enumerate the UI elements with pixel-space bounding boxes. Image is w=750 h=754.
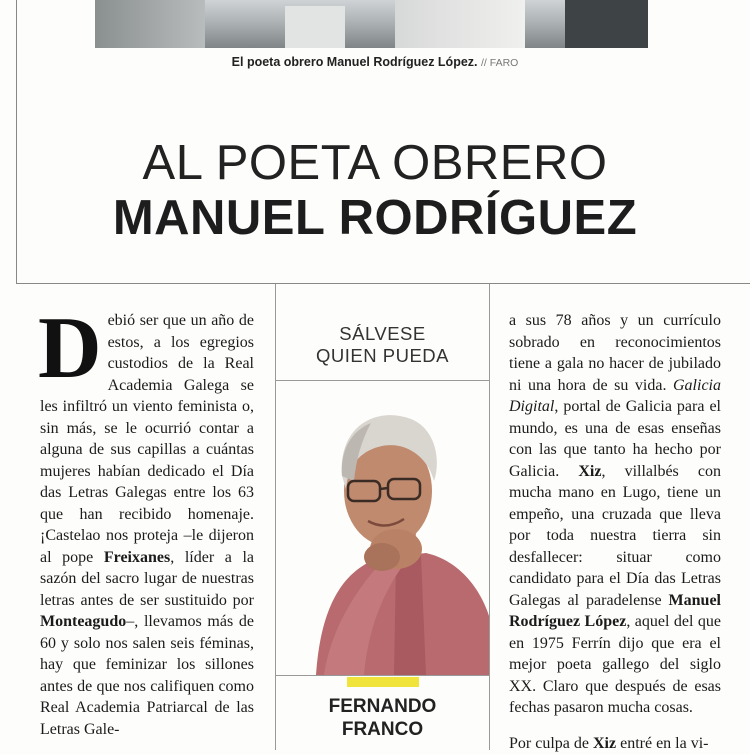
col3-bold-2: Manuel Rodríguez López [509, 591, 721, 630]
col3-text-3: , villalbés con mucha mano en Lugo, tiene un empeño, una cruzada que lleva por toda nuestra tierra sin desfallecer: situar como candidato para el Día das Letras Galegas al paradelense [509, 462, 721, 609]
author-portrait-drawing [276, 381, 489, 675]
headline-line-1: AL POETA OBRERO [142, 136, 608, 190]
col3-italic-1: Galicia Digital [509, 376, 721, 415]
col1-bold-2: Monteagudo [40, 613, 127, 630]
section-heading [276, 323, 489, 367]
article-column-1 [38, 300, 254, 740]
author-first-name: FERNANDO [328, 696, 437, 717]
col1-text-2: , líder a la sazón del sacro lugar de nuestras letras antes de ser sustituido por [40, 548, 254, 609]
col3-next-1: Por culpa de [509, 734, 593, 752]
col3-text-1: a sus 78 años y un currículo sobrado en reconocimientos tiene a gala no hacer de jubilado ni una hora de su vida. [509, 312, 721, 394]
section-line-2: QUIEN PUEDA [316, 345, 449, 366]
col3-next-bold: Xiz [592, 734, 617, 752]
photo-caption [0, 55, 750, 69]
caption-text: El poeta obrero Manuel Rodríguez López. [231, 55, 478, 69]
col1-text-1: ebió ser que un año de estos, a los egregios custodios de la Real Academia Galega se les infiltró un viento feminista o, sin más, se le ocurrió contar a alguna de sus capillas a cuántas mujeres habían dedicado el Día das Letras Galegas entre los 63 que han recibido homenaje. ¡Castelao nos proteja –le dijeron al pope [40, 312, 254, 566]
author-portrait [276, 381, 489, 675]
author-last-name: FRANCO [341, 719, 424, 740]
section-line-1: SÁLVESE [339, 323, 426, 344]
article-column-3 [509, 310, 721, 754]
col3-text-2: , portal de Galicia para el mundo, es una de esas enseñas con las que tanto ha hecho por Galicia. [509, 398, 721, 480]
column-rule-right [489, 284, 490, 750]
caption-credit: // FARO [481, 57, 519, 69]
col3-bold-1: Xiz [578, 462, 602, 480]
drop-cap: D [38, 300, 102, 397]
author-byline [276, 695, 489, 741]
col3-next-2: entré en la vi- [616, 734, 709, 752]
article-photo [95, 0, 648, 48]
col1-text-3: –, llevamos más de 60 y solo nos salen seis féminas, hay que feminizar los sillones antes de que nos califiquen como Real Academia Patriarcal de las Letras Gale- [40, 613, 254, 738]
headline-divider [16, 283, 750, 284]
headline-line-2: MANUEL RODRÍGUEZ [112, 191, 638, 245]
col3-text-4: , aquel del que en 1975 Ferrín dijo que era el mejor poeta gallego del siglo XX. Claro que después de esas fechas pasaron mucha cosas. [509, 613, 722, 716]
author-accent-bar [347, 677, 419, 687]
author-rule [276, 675, 489, 676]
col1-bold-1: Freixanes [103, 548, 171, 566]
